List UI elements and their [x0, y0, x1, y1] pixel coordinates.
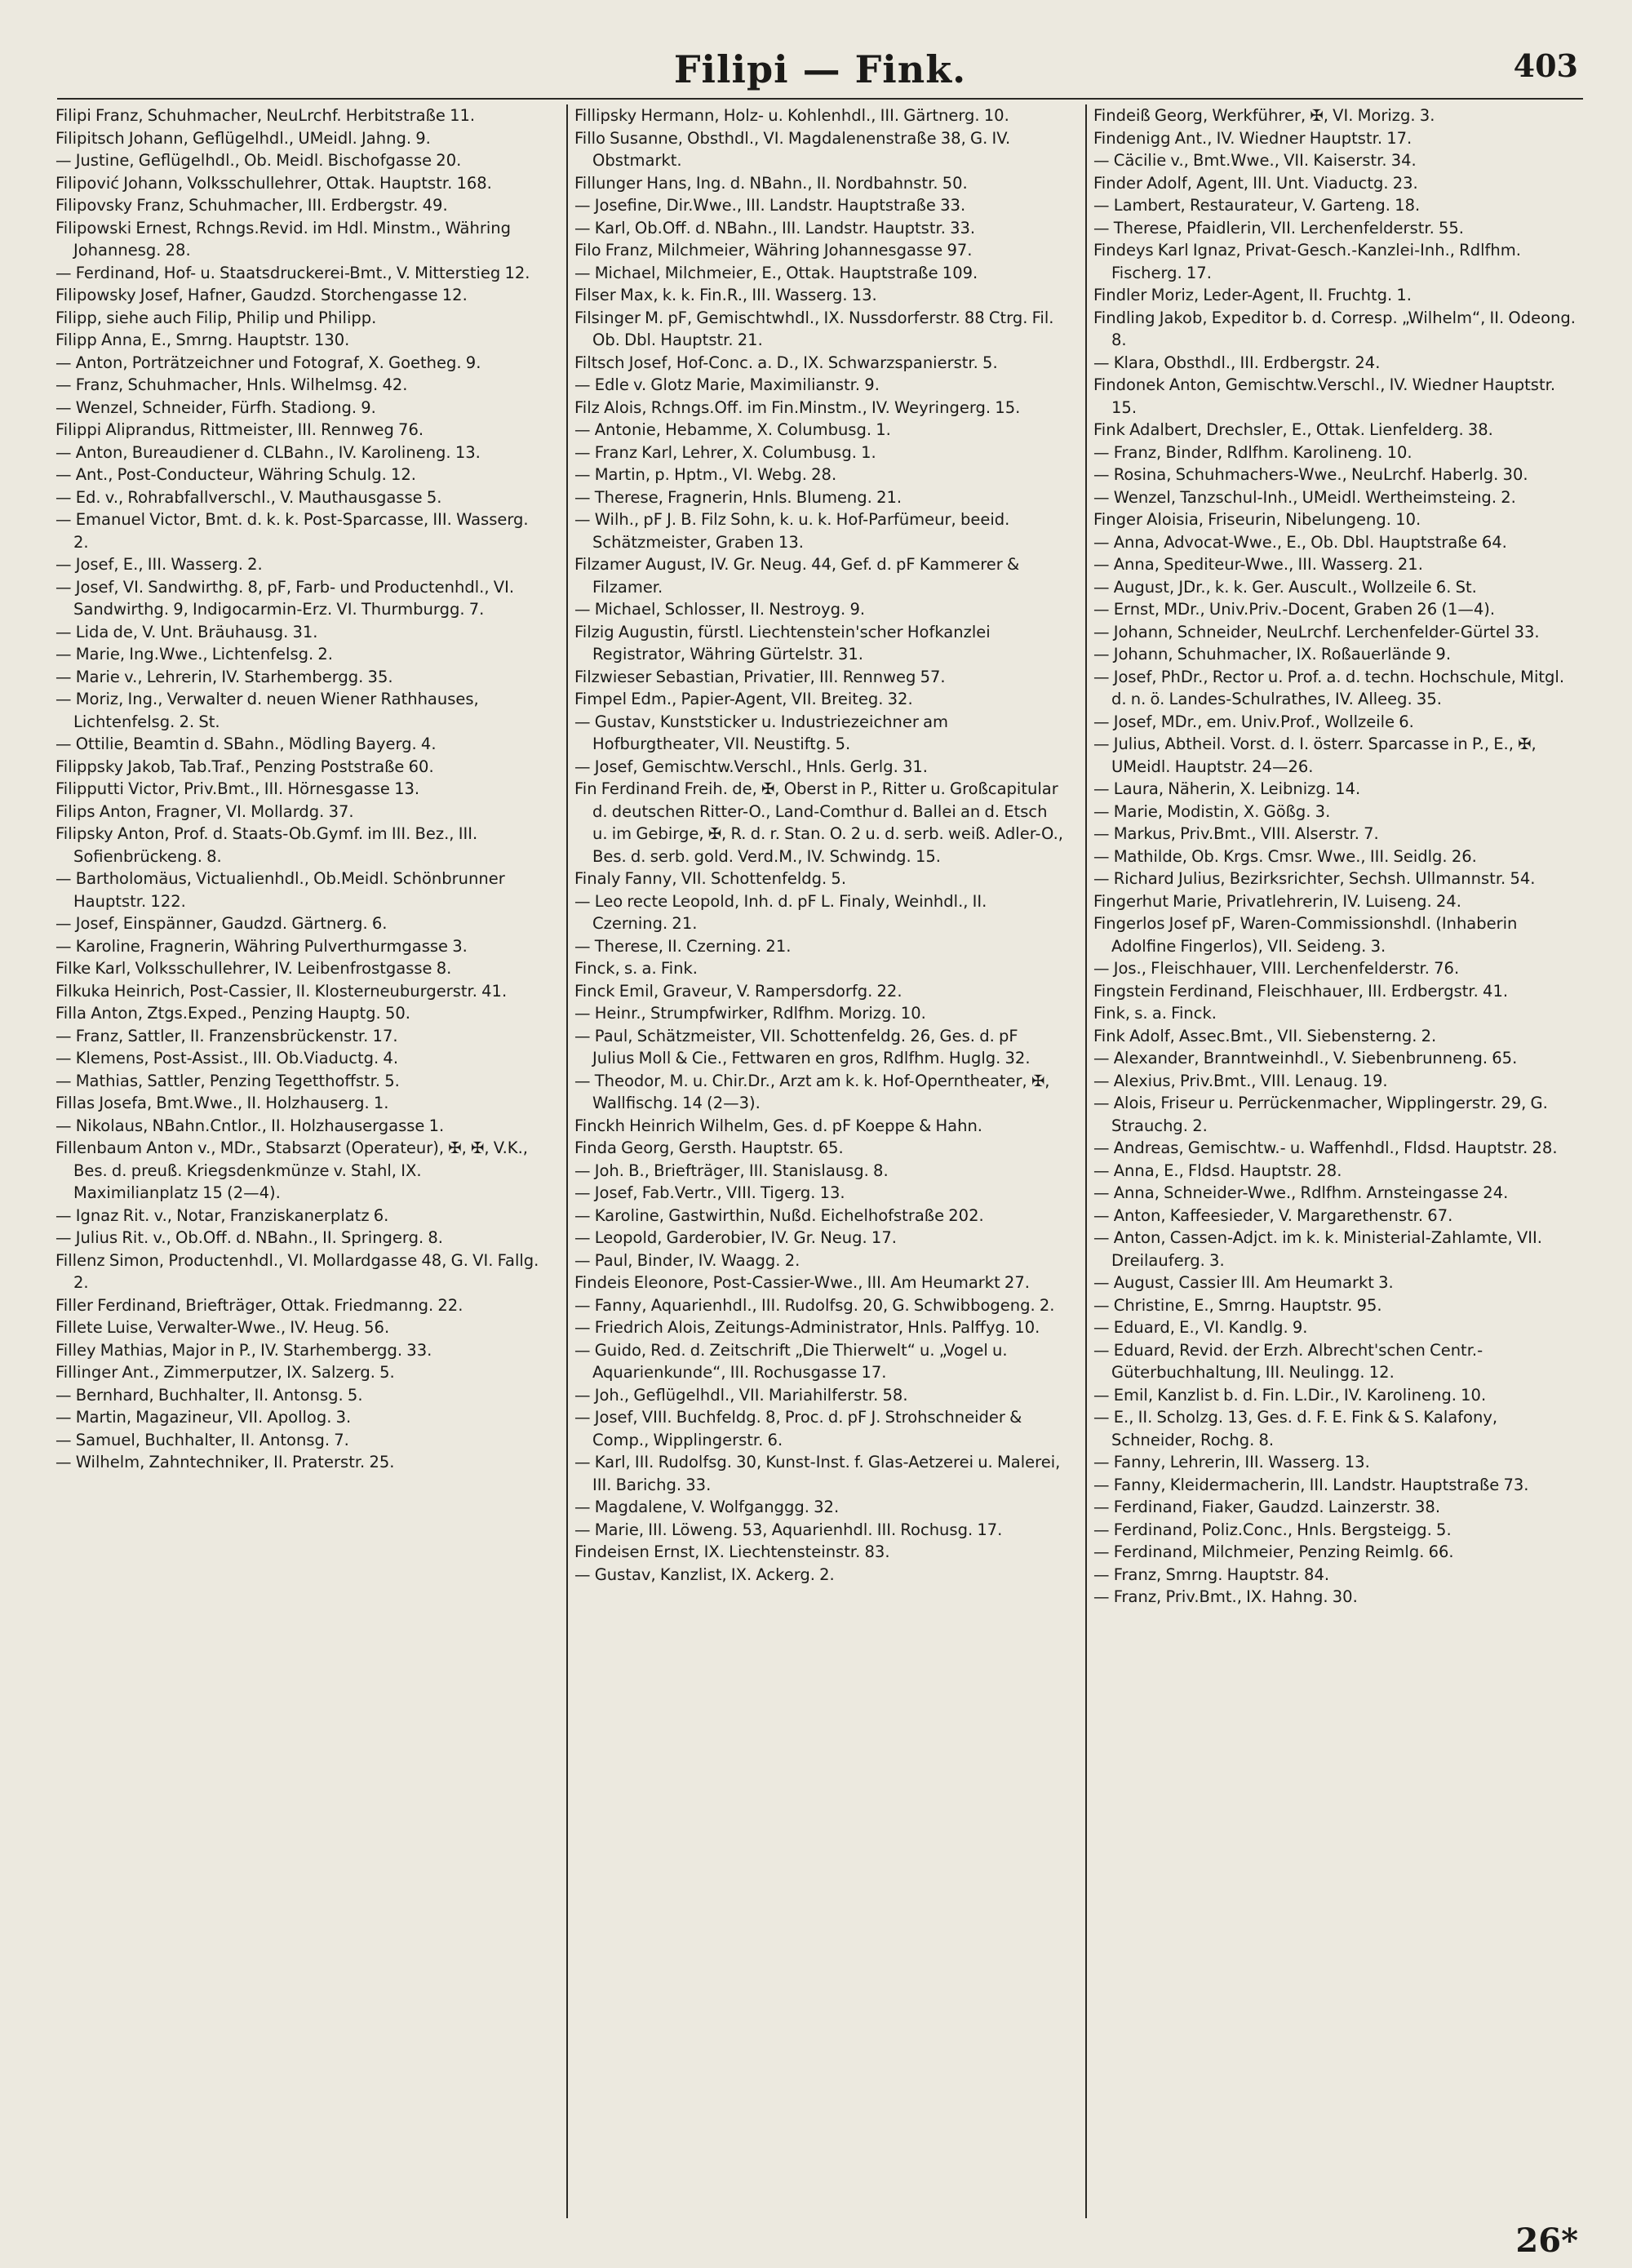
directory-entry: — Ferdinand, Fiaker, Gaudzd. Lainzerstr. 38.: [1093, 1498, 1441, 1516]
directory-entry: — Ernst, MDr., Univ.Priv.-Docent, Graben 26 (1—4).: [1093, 600, 1496, 619]
directory-entry: Filipitsch Johann, Geflügelhdl., UMeidl. Jahng. 9.: [55, 128, 431, 148]
directory-entry: Filippsky Jakob, Tab.Traf., Penzing Poststraße 60.: [55, 757, 434, 776]
directory-entry: — Marie, Modistin, X. Gößg. 3.: [1093, 801, 1331, 821]
directory-entry: — Paul, Binder, IV. Waagg. 2.: [574, 1250, 800, 1270]
directory-entry: — Klara, Obsthdl., III. Erdbergstr. 24.: [1093, 353, 1381, 372]
directory-entry: — Justine, Geflügelhdl., Ob. Meidl. Bischofgasse 20.: [55, 151, 462, 170]
directory-entry: Filler Ferdinand, Briefträger, Ottak. Friedmanng. 22.: [55, 1295, 463, 1315]
directory-entry: — Anna, Advocat-Wwe., E., Ob. Dbl. Hauptstraße 64.: [1093, 532, 1507, 552]
directory-entry: — Ignaz Rit. v., Notar, Franziskanerplatz 6.: [55, 1205, 389, 1225]
directory-entry: — Michael, Milchmeier, E., Ottak. Hauptstraße 109.: [574, 263, 978, 282]
directory-entry: — Franz, Binder, Rdlfhm. Karolineng. 10.: [1093, 442, 1412, 462]
directory-columns: [55, 104, 1583, 2218]
directory-entry: Filke Karl, Volksschullehrer, IV. Leibenfrostgasse 8.: [55, 959, 452, 978]
directory-entry: — Joh., Geflügelhdl., VII. Mariahilferstr. 58.: [574, 1385, 908, 1405]
column-3: [1093, 104, 1583, 2218]
directory-entry: — Fanny, Kleidermacherin, III. Landstr. Hauptstraße 73.: [1093, 1475, 1529, 1494]
directory-entry: — Karl, Ob.Off. d. NBahn., III. Landstr. Hauptstr. 33.: [574, 218, 976, 237]
directory-entry: — Theodor, M. u. Chir.Dr., Arzt am k. k. Hof-Operntheater, ✠, Wallfischg. 14 (2—3).: [574, 1071, 1050, 1112]
directory-entry: — Josefine, Dir.Wwe., III. Landstr. Hauptstraße 33.: [574, 196, 966, 215]
directory-entry: — Leopold, Garderobier, IV. Gr. Neug. 17.: [574, 1228, 897, 1247]
directory-entry: — Ant., Post-Conducteur, Währing Schulg. 12.: [55, 465, 416, 484]
directory-entry: Filipp Anna, E., Smrng. Hauptstr. 130.: [55, 331, 350, 349]
directory-entry: — Nikolaus, NBahn.Cntlor., II. Holzhausergasse 1.: [55, 1116, 445, 1135]
directory-entry: — Alexander, Branntweinhdl., V. Siebenbrunneng. 65.: [1093, 1049, 1518, 1067]
directory-entry: Findling Jakob, Expeditor b. d. Corresp. „Wilhelm“, II. Odeong. 8.: [1093, 308, 1576, 349]
directory-entry: — Bartholomäus, Victualienhdl., Ob.Meidl. Schönbrunner Hauptstr. 122.: [55, 869, 505, 911]
directory-entry: — Gustav, Kanzlist, IX. Ackerg. 2.: [574, 1565, 835, 1584]
directory-entry: — Joh. B., Briefträger, III. Stanislausg. 8.: [574, 1161, 889, 1180]
directory-entry: — Wenzel, Schneider, Fürfh. Stadiong. 9.: [55, 397, 376, 417]
column-2: [574, 104, 1064, 2218]
directory-entry: — Paul, Schätzmeister, VII. Schottenfeldg. 26, Ges. d. pF Julius Moll & Cie., Fettwaren en gros, Rdlfhm. Huglg. 32.: [574, 1026, 1031, 1067]
directory-entry: — Ferdinand, Milchmeier, Penzing Reimlg. 66.: [1093, 1542, 1454, 1561]
directory-entry: Fin Ferdinand Freih. de, ✠, Oberst in P., Ritter u. Großcapitular d. deutschen Ritter-O., Land-Comthur d. Ballei an d. Etsch u. im Gebirge, ✠, R. d. r. Stan. O. 2 u. d. serb. weiß. Adler-O., Bes. d. serb. gold. Verd.M., IV. Schwindg. 15.: [574, 779, 1064, 866]
directory-entry: Finaly Fanny, VII. Schottenfeldg. 5.: [574, 869, 847, 888]
directory-entry: Filley Mathias, Major in P., IV. Starhembergg. 33.: [55, 1340, 432, 1360]
directory-entry: Fimpel Edm., Papier-Agent, VII. Breiteg. 32.: [574, 690, 913, 708]
directory-entry: Filkuka Heinrich, Post-Cassier, II. Klosterneuburgerstr. 41.: [55, 981, 508, 1001]
directory-entry: Filla Anton, Ztgs.Exped., Penzing Hauptg. 50.: [55, 1004, 410, 1023]
directory-entry: Fillinger Ant., Zimmerputzer, IX. Salzerg. 5.: [55, 1363, 395, 1382]
directory-entry: Filipowski Ernest, Rchngs.Revid. im Hdl. Minstm., Währing Johannesg. 28.: [55, 218, 512, 260]
directory-entry: — Anton, Cassen-Adjct. im k. k. Ministerial-Zahlamte, VII. Dreilauferg. 3.: [1093, 1228, 1542, 1270]
directory-entry: — Karoline, Gastwirthin, Nußd. Eichelhofstraße 202.: [574, 1205, 984, 1225]
directory-entry: Fink, s. a. Finck.: [1093, 1004, 1217, 1023]
directory-entry: — Anna, Schneider-Wwe., Rdlfhm. Arnsteingasse 24.: [1093, 1183, 1509, 1202]
directory-entry: Finck Emil, Graveur, V. Rampersdorfg. 22.: [574, 981, 902, 1001]
directory-entry: Finck, s. a. Fink.: [574, 959, 698, 978]
directory-entry: — Friedrich Alois, Zeitungs-Administrator, Hnls. Palffyg. 10.: [574, 1318, 1040, 1337]
sheet-signature: 26*: [1515, 2221, 1578, 2260]
directory-entry: Filippi Aliprandus, Rittmeister, III. Rennweg 76.: [55, 420, 424, 439]
directory-entry: — Anton, Kaffeesieder, V. Margarethenstr. 67.: [1093, 1205, 1453, 1225]
directory-entry: — Franz, Schuhmacher, Hnls. Wilhelmsg. 42.: [55, 375, 408, 394]
directory-entry: — Josef, PhDr., Rector u. Prof. a. d. techn. Hochschule, Mitgl. d. n. ö. Landes-Schulrathes, IV. Alleeg. 35.: [1093, 667, 1565, 708]
directory-entry: Filipsky Anton, Prof. d. Staats-Ob.Gymf. im III. Bez., III. Sofienbrückeng. 8.: [55, 824, 478, 866]
directory-entry: — Guido, Red. d. Zeitschrift „Die Thierwelt“ u. „Vogel u. Aquarienkunde“, III. Rochusgasse 17.: [574, 1340, 1008, 1382]
directory-entry: — Christine, E., Smrng. Hauptstr. 95.: [1093, 1295, 1382, 1315]
directory-entry: Filz Alois, Rchngs.Off. im Fin.Minstm., IV. Weyringerg. 15.: [574, 397, 1021, 417]
directory-entry: — Cäcilie v., Bmt.Wwe., VII. Kaiserstr. 34.: [1093, 151, 1417, 170]
directory-entry: Filipovsky Franz, Schuhmacher, III. Erdbergstr. 49.: [55, 196, 448, 215]
directory-entry: — E., II. Scholzg. 13, Ges. d. F. E. Fink & S. Kalafony, Schneider, Rochg. 8.: [1093, 1408, 1498, 1449]
directory-entry: — Leo recte Leopold, Inh. d. pF L. Finaly, Weinhdl., II. Czerning. 21.: [574, 891, 987, 933]
directory-entry: Filser Max, k. k. Fin.R., III. Wasserg. 13.: [574, 286, 877, 304]
directory-entry: — Wenzel, Tanzschul-Inh., UMeidl. Wertheimsteing. 2.: [1093, 487, 1516, 507]
directory-entry: Filsinger M. pF, Gemischtwhdl., IX. Nussdorferstr. 88 Ctrg. Fil. Ob. Dbl. Hauptstr. 21.: [574, 308, 1054, 349]
directory-entry: — Josef, E., III. Wasserg. 2.: [55, 555, 263, 574]
directory-entry: — Ed. v., Rohrabfallverschl., V. Mauthausgasse 5.: [55, 487, 442, 507]
directory-entry: — Marie, III. Löweng. 53, Aquarienhdl. III. Rochusg. 17.: [574, 1520, 1003, 1539]
directory-entry: — Edle v. Glotz Marie, Maximilianstr. 9.: [574, 375, 880, 394]
directory-entry: — Marie v., Lehrerin, IV. Starhembergg. 35.: [55, 667, 393, 686]
directory-entry: — Lida de, V. Unt. Bräuhausg. 31.: [55, 622, 318, 641]
directory-entry: — Martin, p. Hptm., VI. Webg. 28.: [574, 465, 837, 484]
directory-entry: — Mathias, Sattler, Penzing Tegetthoffstr. 5.: [55, 1071, 400, 1090]
directory-entry: Fillipsky Hermann, Holz- u. Kohlenhdl., III. Gärtnerg. 10.: [574, 106, 1009, 125]
directory-entry: Fillo Susanne, Obsthdl., VI. Magdalenenstraße 38, G. IV. Obstmarkt.: [574, 128, 1011, 170]
directory-entry: — Anna, E., Fldsd. Hauptstr. 28.: [1093, 1161, 1342, 1180]
directory-entry: — Julius Rit. v., Ob.Off. d. NBahn., II. Springerg. 8.: [55, 1228, 443, 1247]
directory-entry: — Alois, Friseur u. Perrückenmacher, Wipplingerstr. 29, G. Strauchg. 2.: [1093, 1094, 1548, 1135]
directory-entry: Findler Moriz, Leder-Agent, II. Fruchtg. 1.: [1093, 286, 1412, 304]
directory-entry: Findeis Eleonore, Post-Cassier-Wwe., III. Am Heumarkt 27.: [574, 1273, 1030, 1292]
directory-entry: — Fanny, Lehrerin, III. Wasserg. 13.: [1093, 1453, 1370, 1471]
directory-entry: — Eduard, Revid. der Erzh. Albrecht'schen Centr.-Güterbuchhaltung, III. Neulingg. 12.: [1093, 1340, 1483, 1382]
directory-entry: Finckh Heinrich Wilhelm, Ges. d. pF Koeppe & Hahn.: [574, 1116, 983, 1135]
directory-entry: — Josef, MDr., em. Univ.Prof., Wollzeile 6.: [1093, 712, 1414, 731]
directory-entry: Filipowsky Josef, Hafner, Gaudzd. Storchengasse 12.: [55, 286, 468, 304]
directory-entry: — Magdalene, V. Wolfganggg. 32.: [574, 1498, 840, 1516]
directory-entry: — Therese, Fragnerin, Hnls. Blumeng. 21.: [574, 487, 902, 507]
directory-entry: — Anton, Porträtzeichner und Fotograf, X. Goetheg. 9.: [55, 353, 481, 372]
directory-entry: — Eduard, E., VI. Kandlg. 9.: [1093, 1318, 1308, 1337]
directory-entry: Filtsch Josef, Hof-Conc. a. D., IX. Schwarzspanierstr. 5.: [574, 353, 998, 372]
directory-entry: — Wilhelm, Zahntechniker, II. Praterstr. 25.: [55, 1453, 395, 1471]
directory-entry: — Josef, Fab.Vertr., VIII. Tigerg. 13.: [574, 1183, 845, 1202]
directory-entry: Filzwieser Sebastian, Privatier, III. Rennweg 57.: [574, 667, 946, 686]
directory-entry: — Therese, Pfaidlerin, VII. Lerchenfelderstr. 55.: [1093, 218, 1464, 237]
directory-entry: Filips Anton, Fragner, VI. Mollardg. 37.: [55, 801, 354, 821]
directory-entry: — Wilh., pF J. B. Filz Sohn, k. u. k. Hof-Parfümeur, beeid. Schätzmeister, Graben 13.: [574, 510, 1010, 552]
directory-entry: Finder Adolf, Agent, III. Unt. Viaductg. 23.: [1093, 173, 1418, 193]
column-1: [55, 104, 545, 2218]
directory-entry: Finda Georg, Gersth. Hauptstr. 65.: [574, 1138, 844, 1157]
directory-entry: Findonek Anton, Gemischtw.Verschl., IV. Wiedner Hauptstr. 15.: [1093, 375, 1556, 417]
directory-entry: — Moriz, Ing., Verwalter d. neuen Wiener Rathhauses, Lichtenfelsg. 2. St.: [55, 690, 479, 731]
directory-entry: Filipi Franz, Schuhmacher, NeuLrchf. Herbitstraße 11.: [55, 106, 476, 125]
directory-entry: Findeisen Ernst, IX. Liechtensteinstr. 83.: [574, 1542, 890, 1561]
directory-entry: Fingerlos Josef pF, Waren-Commissionshdl. (Inhaberin Adolfine Fingerlos), VII. Seideng. 3.: [1093, 914, 1518, 956]
page-number: 403: [1513, 47, 1578, 84]
directory-entry: — Ottilie, Beamtin d. SBahn., Mödling Bayerg. 4.: [55, 735, 437, 753]
directory-entry: Filzamer August, IV. Gr. Neug. 44, Gef. d. pF Kammerer & Filzamer.: [574, 555, 1020, 597]
directory-entry: — Josef, Gemischtw.Verschl., Hnls. Gerlg. 31.: [574, 757, 928, 776]
directory-entry: Fink Adalbert, Drechsler, E., Ottak. Lienfelderg. 38.: [1093, 420, 1493, 439]
directory-entry: — Emanuel Victor, Bmt. d. k. k. Post-Sparcasse, III. Wasserg. 2.: [55, 510, 529, 552]
directory-entry: Fillunger Hans, Ing. d. NBahn., II. Nordbahnstr. 50.: [574, 173, 968, 193]
directory-entry: Fillenbaum Anton v., MDr., Stabsarzt (Operateur), ✠, ✠, V.K., Bes. d. preuß. Kriegsdenkmünze v. Stahl, IX. Maximilianplatz 15 (2—4).: [55, 1138, 528, 1202]
directory-entry: — Jos., Fleischhauer, VIII. Lerchenfelderstr. 76.: [1093, 959, 1460, 978]
directory-entry: — Ferdinand, Hof- u. Staatsdruckerei-Bmt., V. Mitterstieg 12.: [55, 263, 530, 282]
directory-entry: Filipp, siehe auch Filip, Philip und Philipp.: [55, 308, 377, 327]
directory-entry: — Anna, Spediteur-Wwe., III. Wasserg. 21.: [1093, 555, 1423, 574]
directory-entry: Filzig Augustin, fürstl. Liechtenstein'scher Hofkanzlei Registrator, Währing Gürtelstr. 31.: [574, 622, 991, 664]
directory-entry: Filipović Johann, Volksschullehrer, Ottak. Hauptstr. 168.: [55, 173, 492, 193]
directory-entry: — Bernhard, Buchhalter, II. Antonsg. 5.: [55, 1385, 363, 1405]
directory-entry: — Fanny, Aquarienhdl., III. Rudolfsg. 20, G. Schwibbogeng. 2.: [574, 1295, 1055, 1315]
directory-entry: — Anton, Bureaudiener d. CLBahn., IV. Karolineng. 13.: [55, 442, 481, 462]
page-header: [57, 41, 1583, 100]
directory-entry: Filipputti Victor, Priv.Bmt., III. Hörnesgasse 13.: [55, 779, 420, 798]
directory-entry: — Karl, III. Rudolfsg. 30, Kunst-Inst. f. Glas-Aetzerei u. Malerei, III. Barichg. 33.: [574, 1453, 1061, 1494]
directory-entry: — Martin, Magazineur, VII. Apollog. 3.: [55, 1408, 352, 1427]
directory-entry: — August, JDr., k. k. Ger. Auscult., Wollzeile 6. St.: [1093, 577, 1477, 597]
directory-entry: — Karoline, Fragnerin, Währing Pulverthurmgasse 3.: [55, 936, 468, 956]
directory-entry: — Andreas, Gemischtw.- u. Waffenhdl., Fldsd. Hauptstr. 28.: [1093, 1138, 1558, 1157]
directory-entry: Fillas Josefa, Bmt.Wwe., II. Holzhauserg. 1.: [55, 1094, 389, 1112]
directory-entry: Findeys Karl Ignaz, Privat-Gesch.-Kanzlei-Inh., Rdlfhm. Fischerg. 17.: [1093, 241, 1521, 282]
directory-entry: Fillenz Simon, Productenhdl., VI. Mollardgasse 48, G. VI. Fallg. 2.: [55, 1250, 539, 1292]
directory-entry: Findenigg Ant., IV. Wiedner Hauptstr. 17.: [1093, 128, 1412, 148]
directory-entry: Findeiß Georg, Werkführer, ✠, VI. Morizg. 3.: [1093, 106, 1435, 125]
directory-entry: — Heinr., Strumpfwirker, Rdlfhm. Morizg. 10.: [574, 1004, 926, 1023]
directory-entry: — Samuel, Buchhalter, II. Antonsg. 7.: [55, 1430, 349, 1449]
directory-entry: — Franz, Sattler, II. Franzensbrückenstr. 17.: [55, 1026, 398, 1045]
directory-entry: Fink Adolf, Assec.Bmt., VII. Siebensterng. 2.: [1093, 1026, 1437, 1045]
directory-entry: Filo Franz, Milchmeier, Währing Johannesgasse 97.: [574, 241, 973, 260]
directory-entry: — Klemens, Post-Assist., III. Ob.Viaductg. 4.: [55, 1049, 399, 1067]
directory-entry: — Julius, Abtheil. Vorst. d. I. österr. Sparcasse in P., E., ✠, UMeidl. Hauptstr. 24—26.: [1093, 735, 1537, 776]
directory-entry: — Rosina, Schuhmachers-Wwe., NeuLrchf. Haberlg. 30.: [1093, 465, 1528, 484]
directory-entry: — Josef, Einspänner, Gaudzd. Gärtnerg. 6.: [55, 914, 388, 933]
directory-entry: — Marie, Ing.Wwe., Lichtenfelsg. 2.: [55, 645, 333, 664]
directory-entry: — Franz, Priv.Bmt., IX. Hahng. 30.: [1093, 1587, 1358, 1606]
directory-entry: Fingerhut Marie, Privatlehrerin, IV. Luiseng. 24.: [1093, 891, 1461, 911]
directory-entry: — Ferdinand, Poliz.Conc., Hnls. Bergsteigg. 5.: [1093, 1520, 1452, 1539]
directory-entry: — Therese, II. Czerning. 21.: [574, 936, 792, 956]
directory-entry: — Franz, Smrng. Hauptstr. 84.: [1093, 1565, 1330, 1584]
directory-entry: Finger Aloisia, Friseurin, Nibelungeng. 10.: [1093, 510, 1421, 529]
directory-entry: — Johann, Schneider, NeuLrchf. Lerchenfelder-Gürtel 33.: [1093, 622, 1540, 641]
directory-entry: Fingstein Ferdinand, Fleischhauer, III. Erdbergstr. 41.: [1093, 981, 1509, 1001]
page-title: Filipi — Fink.: [673, 47, 967, 91]
directory-entry: — Josef, VI. Sandwirthg. 8, pF, Farb- und Productenhdl., VI. Sandwirthg. 9, Indigocarmin-Erz. VI. Thurmburgg. 7.: [55, 577, 515, 619]
directory-entry: — Gustav, Kunststicker u. Industriezeichner am Hofburgtheater, VII. Neustiftg. 5.: [574, 712, 949, 753]
directory-entry: — Lambert, Restaurateur, V. Garteng. 18.: [1093, 196, 1421, 215]
directory-entry: — Markus, Priv.Bmt., VIII. Alserstr. 7.: [1093, 824, 1379, 843]
directory-entry: — Antonie, Hebamme, X. Columbusg. 1.: [574, 420, 891, 439]
directory-entry: — Franz Karl, Lehrer, X. Columbusg. 1.: [574, 442, 876, 462]
directory-entry: — Josef, VIII. Buchfeldg. 8, Proc. d. pF J. Strohschneider & Comp., Wipplingerstr. 6.: [574, 1408, 1022, 1449]
directory-entry: — Johann, Schuhmacher, IX. Roßauerlände 9.: [1093, 645, 1452, 664]
directory-entry: — Michael, Schlosser, II. Nestroyg. 9.: [574, 600, 866, 619]
directory-entry: — Emil, Kanzlist b. d. Fin. L.Dir., IV. Karolineng. 10.: [1093, 1385, 1487, 1405]
directory-entry: — Richard Julius, Bezirksrichter, Sechsh. Ullmannstr. 54.: [1093, 869, 1536, 888]
directory-entry: — August, Cassier III. Am Heumarkt 3.: [1093, 1273, 1394, 1292]
directory-entry: — Alexius, Priv.Bmt., VIII. Lenaug. 19.: [1093, 1071, 1388, 1090]
directory-entry: — Mathilde, Ob. Krgs. Cmsr. Wwe., III. Seidlg. 26.: [1093, 846, 1477, 866]
directory-entry: — Laura, Näherin, X. Leibnizg. 14.: [1093, 779, 1361, 798]
directory-entry: Fillete Luise, Verwalter-Wwe., IV. Heug. 56.: [55, 1318, 390, 1337]
